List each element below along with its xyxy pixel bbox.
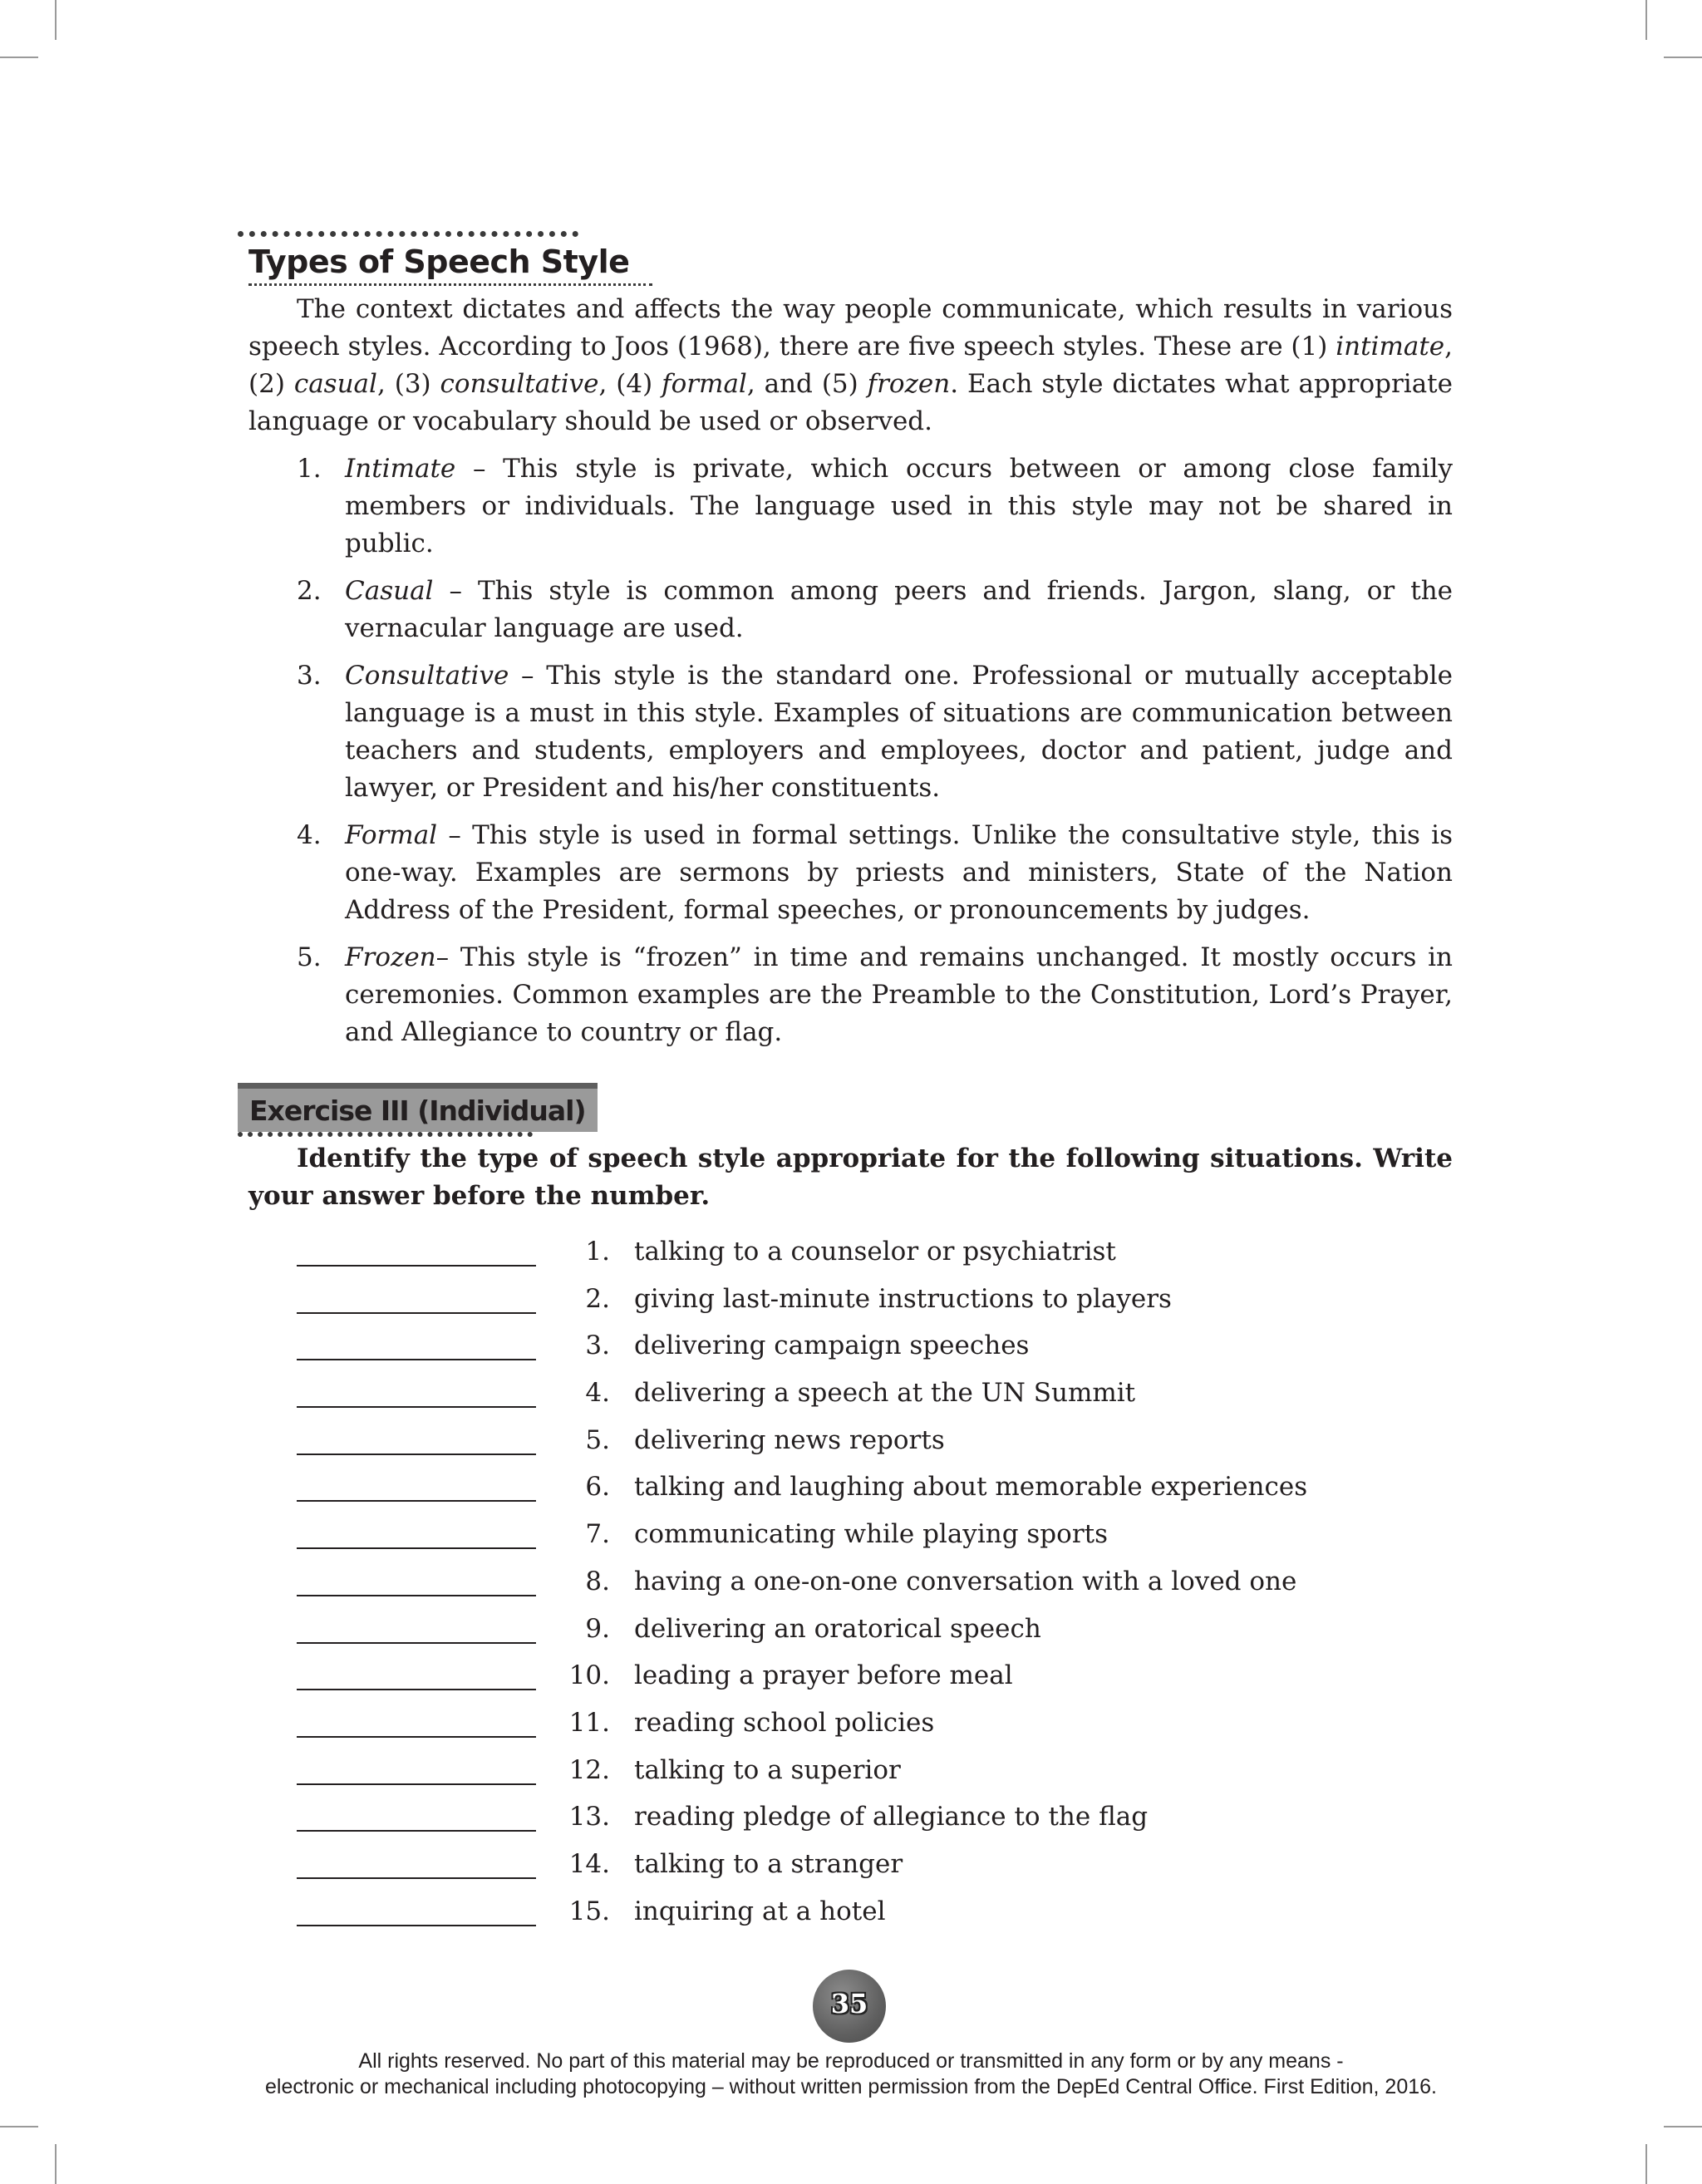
- intro-paragraph: [248, 291, 1453, 440]
- situation-text: talking and laughing about memorable experiences: [634, 1472, 1308, 1503]
- answer-blank[interactable]: [297, 1877, 536, 1879]
- intro-text: . Each style dictates what appropriate language or vocabulary should be used or observed.: [248, 369, 1453, 436]
- item-number: 3.: [297, 661, 322, 691]
- situation-text: delivering campaign speeches: [634, 1331, 1030, 1361]
- exercise-instruction: Identify the type of speech style appropriate for the following situations. Write your answer before the number.: [248, 1144, 1453, 1211]
- exercise-item: [248, 1375, 1453, 1422]
- exercise-item: [248, 1704, 1453, 1752]
- style-term: Frozen: [345, 942, 436, 972]
- exercise-item: [248, 1611, 1453, 1658]
- exercise-label: Exercise III (Individual): [238, 1083, 598, 1132]
- situation-text: communicating while playing sports: [634, 1519, 1109, 1550]
- crop-mark: [0, 2126, 38, 2127]
- answer-blank[interactable]: [297, 1406, 536, 1408]
- exercise-item: [248, 1657, 1453, 1704]
- crop-mark: [1645, 0, 1647, 40]
- style-description: – This style is private, which occurs between or among close family members or individuals. The language used in this style may not be shared in public.: [345, 454, 1453, 558]
- item-number: 15.: [568, 1896, 610, 1926]
- answer-blank[interactable]: [297, 1925, 536, 1926]
- item-number: 2.: [585, 1283, 610, 1314]
- item-number: 13.: [568, 1802, 610, 1832]
- section-title: Types of Speech Style: [248, 240, 652, 286]
- answer-blank[interactable]: [297, 1783, 536, 1785]
- intro-text: , (4): [598, 369, 662, 399]
- answer-blank[interactable]: [297, 1312, 536, 1314]
- answer-blank[interactable]: [297, 1830, 536, 1832]
- exercise-item: [248, 1563, 1453, 1611]
- situation-text: delivering news reports: [634, 1424, 945, 1455]
- intro-term: frozen: [867, 369, 951, 399]
- style-term: Consultative: [345, 661, 509, 691]
- crop-mark: [55, 0, 57, 40]
- exercise-item: [248, 1281, 1453, 1328]
- crop-mark: [1645, 2144, 1647, 2184]
- page-number-badge: [813, 1970, 886, 2043]
- item-number: 9.: [585, 1613, 610, 1644]
- intro-term: consultative: [440, 369, 599, 399]
- answer-blank[interactable]: [297, 1500, 536, 1502]
- item-number: 4.: [297, 820, 322, 850]
- intro-text: The context dictates and affects the way people communicate, which results in various speech styles. According to Joos (1968), there are five speech styles. These are (1): [248, 294, 1453, 362]
- exercise-item: [248, 1893, 1453, 1941]
- situation-text: inquiring at a hotel: [634, 1896, 886, 1926]
- exercise-item: [248, 1798, 1453, 1846]
- intro-term: formal: [662, 369, 747, 399]
- item-number: 6.: [585, 1472, 610, 1503]
- item-number: 1.: [585, 1237, 610, 1267]
- answer-blank[interactable]: [297, 1454, 536, 1455]
- situation-text: giving last-minute instructions to players: [634, 1283, 1172, 1314]
- intro-term: casual: [293, 369, 377, 399]
- situation-text: having a one-on-one conversation with a loved one: [634, 1566, 1297, 1596]
- copyright-footer: [0, 2049, 1702, 2100]
- footer-line-1: All rights reserved. No part of this material may be reproduced or transmitted in any form or by any means -: [358, 2049, 1344, 2073]
- item-number: 5.: [585, 1424, 610, 1455]
- situation-text: leading a prayer before meal: [634, 1660, 1013, 1691]
- exercise-item: [248, 1516, 1453, 1563]
- item-number: 5.: [297, 942, 322, 972]
- section-rule: [238, 231, 578, 237]
- speech-style-item: [248, 817, 1453, 929]
- page-content: [248, 231, 1453, 1940]
- exercise-item: [248, 1752, 1453, 1799]
- item-number: 10.: [568, 1660, 610, 1691]
- answer-blank[interactable]: [297, 1547, 536, 1549]
- intro-text: , and (5): [746, 369, 868, 399]
- speech-style-item: [248, 939, 1453, 1051]
- item-number: 14.: [568, 1848, 610, 1879]
- item-number: 2.: [297, 576, 322, 606]
- style-description: – This style is common among peers and friends. Jargon, slang, or the vernacular language are used.: [345, 576, 1453, 643]
- item-number: 12.: [568, 1754, 610, 1785]
- intro-text: , (2): [248, 332, 1453, 399]
- style-description: – This style is “frozen” in time and remains unchanged. It mostly occurs in ceremonies. Common examples are the Preamble to the Constitution, Lord’s Prayer, and Allegiance to country or flag.: [345, 942, 1453, 1047]
- intro-term: intimate: [1336, 332, 1445, 362]
- situation-text: reading pledge of allegiance to the flag: [634, 1802, 1149, 1832]
- item-number: 4.: [585, 1378, 610, 1409]
- answer-blank[interactable]: [297, 1736, 536, 1738]
- answer-blank[interactable]: [297, 1359, 536, 1360]
- item-number: 7.: [585, 1519, 610, 1550]
- situation-text: delivering a speech at the UN Summit: [634, 1378, 1136, 1409]
- answer-blank[interactable]: [297, 1595, 536, 1596]
- intro-text: , (3): [376, 369, 440, 399]
- style-description: – This style is the standard one. Professional or mutually acceptable language is a must in this style. Examples of situations are communication between teachers and students, employers and employees, doctor and patient, judge and lawyer, or President and his/her constituents.: [345, 661, 1453, 803]
- exercise-item: [248, 1233, 1453, 1281]
- speech-style-item: [248, 450, 1453, 563]
- situation-text: reading school policies: [634, 1707, 935, 1738]
- exercise-rule: [238, 1132, 533, 1137]
- crop-mark: [1664, 57, 1702, 58]
- style-term: Casual: [345, 576, 434, 606]
- style-description: – This style is used in formal settings. Unlike the consultative style, this is one-way. Examples are sermons by priests and ministers, State of the Nation Address of the President, formal speeches, or pronouncements by judges.: [345, 820, 1453, 925]
- crop-mark: [1664, 2126, 1702, 2127]
- situation-text: talking to a superior: [634, 1754, 901, 1785]
- answer-blank[interactable]: [297, 1265, 536, 1267]
- situation-text: delivering an oratorical speech: [634, 1613, 1041, 1644]
- item-number: 3.: [585, 1331, 610, 1361]
- situation-text: talking to a stranger: [634, 1848, 903, 1879]
- style-term: Intimate: [345, 454, 456, 484]
- answer-blank[interactable]: [297, 1642, 536, 1644]
- situation-text: talking to a counselor or psychiatrist: [634, 1237, 1116, 1267]
- exercise-header: [238, 1083, 1453, 1137]
- item-number: 1.: [297, 454, 322, 484]
- footer-line-2: electronic or mechanical including photocopying – without written permission from the DepEd Central Office. First Edition, 2016.: [265, 2075, 1437, 2098]
- answer-blank[interactable]: [297, 1689, 536, 1690]
- crop-mark: [0, 57, 38, 58]
- exercise-item: [248, 1327, 1453, 1375]
- exercise-list: [248, 1233, 1453, 1940]
- page-number: 35: [830, 1988, 868, 2019]
- speech-style-list: [248, 450, 1453, 1051]
- item-number: 8.: [585, 1566, 610, 1596]
- exercise-item: [248, 1468, 1453, 1516]
- style-term: Formal: [345, 820, 438, 850]
- item-number: 11.: [568, 1707, 610, 1738]
- exercise-item: [248, 1846, 1453, 1893]
- exercise-item: [248, 1422, 1453, 1469]
- speech-style-item: [248, 573, 1453, 647]
- speech-style-item: [248, 657, 1453, 807]
- crop-mark: [55, 2144, 57, 2184]
